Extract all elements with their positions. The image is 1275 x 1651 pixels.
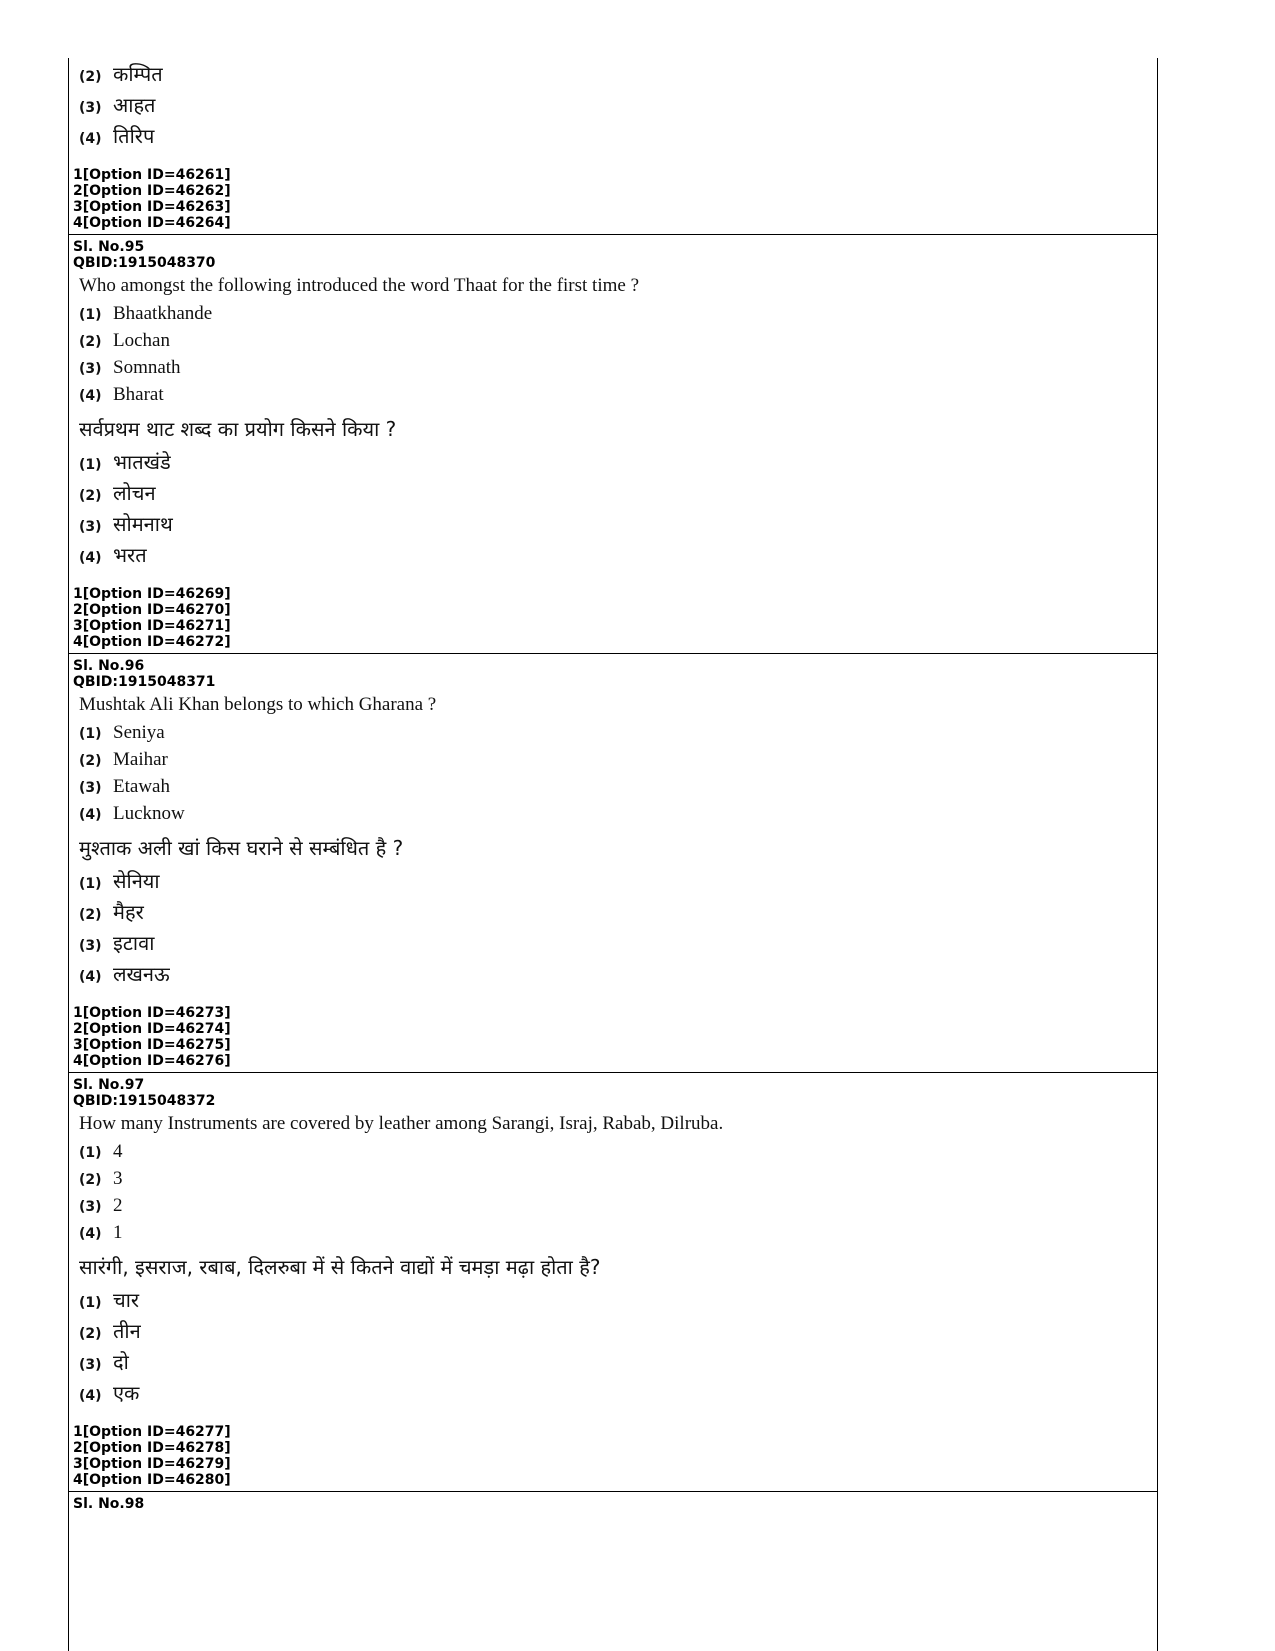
option-text: तीन: [113, 1319, 141, 1343]
option-row: [79, 1348, 1157, 1379]
question-block-98: [69, 1492, 1157, 1515]
option-row: [79, 1286, 1157, 1317]
option-text: Lucknow: [113, 803, 185, 824]
option-row: [79, 384, 1157, 411]
option-number: (1): [79, 457, 102, 473]
option-id: 3[Option ID=46275]: [73, 1037, 231, 1053]
option-text: लखनऊ: [113, 962, 170, 986]
option-row: [79, 898, 1157, 929]
option-text: चार: [113, 1288, 140, 1312]
question-text-en: How many Instruments are covered by leather among Sarangi, Israj, Rabab, Dilruba.: [79, 1113, 724, 1134]
option-id: 3[Option ID=46271]: [73, 618, 231, 634]
option-ids: [73, 1005, 1157, 1069]
option-text: दो: [113, 1350, 129, 1374]
serial-number: Sl. No.97: [73, 1077, 145, 1093]
question-text-en: Mushtak Ali Khan belongs to which Gharana ?: [79, 694, 437, 715]
option-text: 1: [113, 1222, 123, 1243]
option-row: [79, 929, 1157, 960]
option-id: 3[Option ID=46263]: [73, 199, 231, 215]
option-row: [79, 1141, 1157, 1168]
serial-number: Sl. No.95: [73, 239, 145, 255]
option-ids: [73, 586, 1157, 650]
option-row: [79, 91, 1157, 122]
option-number: (3): [79, 361, 102, 377]
option-text: Bharat: [113, 384, 164, 405]
option-id: 1[Option ID=46273]: [73, 1005, 231, 1021]
option-row: [79, 479, 1157, 510]
option-row: [79, 1317, 1157, 1348]
option-row: [79, 1195, 1157, 1222]
option-id: 1[Option ID=46269]: [73, 586, 231, 602]
option-number: (4): [79, 131, 102, 147]
option-number: (2): [79, 907, 102, 923]
option-row: [79, 867, 1157, 898]
option-row: [79, 749, 1157, 776]
option-id: 2[Option ID=46278]: [73, 1440, 231, 1456]
option-row: [79, 803, 1157, 830]
question-text-hi: सर्वप्रथम थाट शब्द का प्रयोग किसने किया ?: [79, 417, 397, 441]
option-id: 4[Option ID=46272]: [73, 634, 231, 650]
option-row: [79, 1168, 1157, 1195]
question-fragment: [69, 60, 1157, 235]
option-number: (4): [79, 1226, 102, 1242]
option-number: (3): [79, 1357, 102, 1373]
option-number: (1): [79, 1145, 102, 1161]
option-number: (1): [79, 1295, 102, 1311]
option-id: 4[Option ID=46276]: [73, 1053, 231, 1069]
option-text: Bhaatkhande: [113, 303, 213, 324]
option-id: 2[Option ID=46274]: [73, 1021, 231, 1037]
option-text: Etawah: [113, 776, 170, 797]
option-text: सेनिया: [113, 869, 160, 893]
question-sheet: [68, 58, 1158, 1651]
option-number: (4): [79, 1388, 102, 1404]
option-id: 2[Option ID=46270]: [73, 602, 231, 618]
option-number: (2): [79, 488, 102, 504]
option-number: (3): [79, 780, 102, 796]
option-text: Maihar: [113, 749, 168, 770]
option-row: [79, 357, 1157, 384]
option-number: (3): [79, 100, 102, 116]
option-ids: [73, 167, 1157, 231]
qbid: QBID:1915048370: [73, 255, 216, 271]
option-row: [79, 1222, 1157, 1249]
option-text: Lochan: [113, 330, 170, 351]
option-text: 3: [113, 1168, 123, 1189]
option-text: लोचन: [113, 481, 156, 505]
option-row: [79, 960, 1157, 991]
option-row: [79, 510, 1157, 541]
option-text: Somnath: [113, 357, 181, 378]
question-text-en: Who amongst the following introduced the word Thaat for the first time ?: [79, 275, 640, 296]
option-text: तिरिप: [113, 124, 155, 148]
option-number: (1): [79, 307, 102, 323]
option-text: एक: [113, 1381, 140, 1405]
option-row: [79, 122, 1157, 153]
option-number: (4): [79, 388, 102, 404]
option-ids: [73, 1424, 1157, 1488]
option-number: (3): [79, 938, 102, 954]
option-text: कम्पित: [113, 62, 163, 86]
option-row: [79, 1379, 1157, 1410]
option-number: (3): [79, 1199, 102, 1215]
option-text: भरत: [113, 543, 147, 567]
qbid: QBID:1915048371: [73, 674, 216, 690]
option-row: [79, 303, 1157, 330]
option-number: (4): [79, 550, 102, 566]
qbid: QBID:1915048372: [73, 1093, 216, 1109]
option-row: [79, 448, 1157, 479]
option-number: (2): [79, 1172, 102, 1188]
option-row: [79, 330, 1157, 357]
serial-number: Sl. No.96: [73, 658, 145, 674]
serial-number: Sl. No.98: [73, 1496, 145, 1512]
option-id: 4[Option ID=46280]: [73, 1472, 231, 1488]
option-number: (2): [79, 69, 102, 85]
question-block-95: [69, 235, 1157, 654]
question-text-hi: मुश्ताक अली खां किस घराने से सम्बंधित है ?: [79, 836, 404, 860]
option-text: मैहर: [113, 900, 144, 924]
question-block-96: [69, 654, 1157, 1073]
option-number: (2): [79, 1326, 102, 1342]
option-id: 1[Option ID=46277]: [73, 1424, 231, 1440]
question-block-97: [69, 1073, 1157, 1492]
option-number: (1): [79, 876, 102, 892]
option-number: (2): [79, 753, 102, 769]
question-text-hi: सारंगी, इसराज, रबाब, दिलरुबा में से कितने वाद्यों में चमड़ा मढ़ा होता है?: [79, 1255, 601, 1279]
option-row: [79, 541, 1157, 572]
option-id: 4[Option ID=46264]: [73, 215, 231, 231]
option-text: सोमनाथ: [113, 512, 173, 536]
option-text: भातखंडे: [113, 450, 171, 474]
option-row: [79, 722, 1157, 749]
option-row: [79, 60, 1157, 91]
option-text: 4: [113, 1141, 123, 1162]
option-number: (4): [79, 807, 102, 823]
option-number: (1): [79, 726, 102, 742]
option-id: 2[Option ID=46262]: [73, 183, 231, 199]
option-text: इटावा: [113, 931, 155, 955]
option-text: Seniya: [113, 722, 165, 743]
option-number: (2): [79, 334, 102, 350]
option-text: 2: [113, 1195, 123, 1216]
option-number: (4): [79, 969, 102, 985]
option-id: 1[Option ID=46261]: [73, 167, 231, 183]
option-text: आहत: [113, 93, 156, 117]
option-row: [79, 776, 1157, 803]
option-number: (3): [79, 519, 102, 535]
option-id: 3[Option ID=46279]: [73, 1456, 231, 1472]
